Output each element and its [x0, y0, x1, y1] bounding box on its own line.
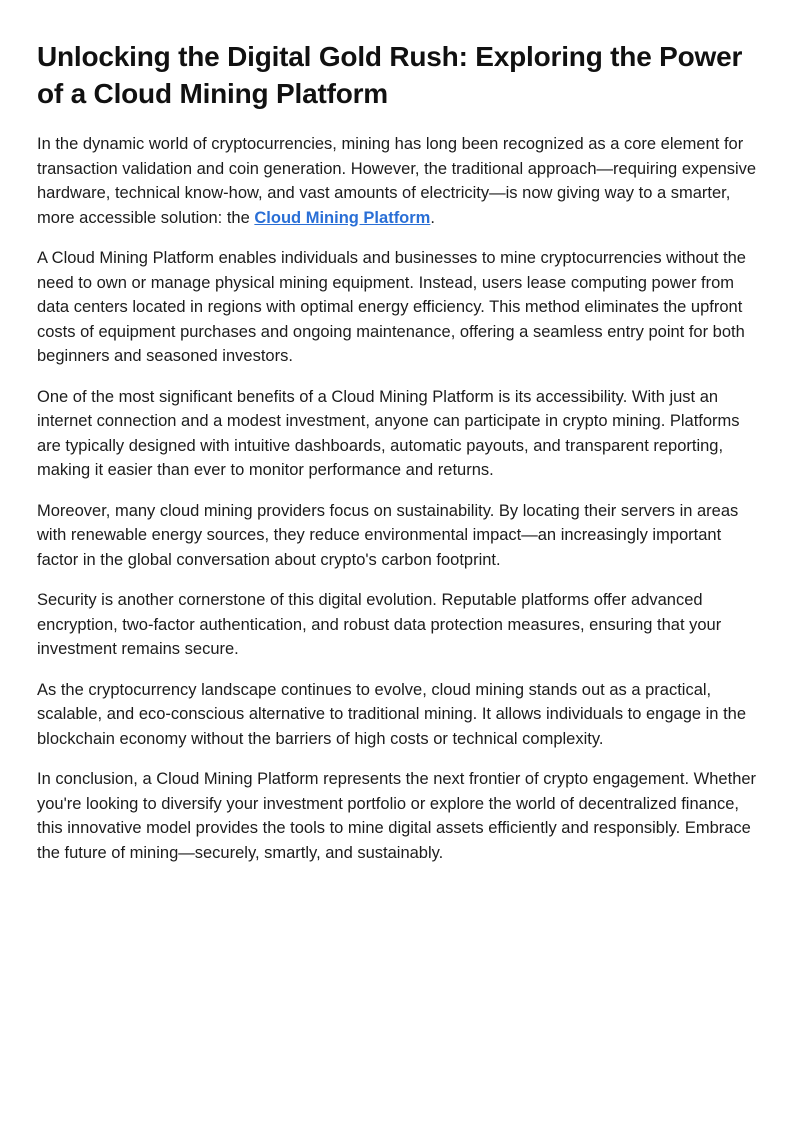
body-paragraph: As the cryptocurrency landscape continues to evolve, cloud mining stands out as a practical, scalable, and eco-conscious alternative to traditional mining. It allows individuals to engage in the blockchain economy without the barriers of high costs or technical complexity. — [37, 680, 747, 748]
cloud-mining-platform-link[interactable]: Cloud Mining Platform — [254, 208, 431, 227]
intro-text-end: . — [430, 208, 435, 227]
intro-paragraph — [37, 132, 758, 230]
intro-text: In the dynamic world of cryptocurrencies, mining has long been recognized as a core element for transaction validation and coin generation. However, the traditional approach—requiring expensive hardware, technical know-how, and vast amounts of electricity—is now giving way to a smarter, more accessible solution: the — [37, 135, 757, 227]
body-paragraph: One of the most significant benefits of a Cloud Mining Platform is its accessibility. With just an internet connection and a modest investment, anyone can participate in crypto mining. Platforms are typically designed with intuitive dashboards, automatic payouts, and transparent reporting, making it easier than ever to monitor performance and returns. — [37, 387, 740, 479]
body-paragraph: A Cloud Mining Platform enables individuals and businesses to mine cryptocurrencies without the need to own or manage physical mining equipment. Instead, users lease computing power from data centers located in regions with optimal energy efficiency. This method eliminates the upfront costs of equipment purchases and ongoing maintenance, offering a seamless entry point for both beginners and seasoned investors. — [37, 249, 746, 365]
body-paragraph: Security is another cornerstone of this digital evolution. Reputable platforms offer advanced encryption, two-factor authentication, and robust data protection measures, ensuring that your investment remains secure. — [37, 591, 722, 658]
conclusion-paragraph: In conclusion, a Cloud Mining Platform represents the next frontier of crypto engagement. Whether you're looking to diversify your investment portfolio or explore the world of decentralized finance, this innovative model provides the tools to mine digital assets efficiently and responsibly. Embrace the future of mining—securely, smartly, and sustainably. — [37, 770, 757, 862]
body-paragraph: Moreover, many cloud mining providers focus on sustainability. By locating their servers in areas with renewable energy sources, they reduce environmental impact—an increasingly important factor in the global conversation about crypto's carbon footprint. — [37, 501, 739, 569]
article-title: Unlocking the Digital Gold Rush: Exploring the Power of a Cloud Mining Platform — [37, 41, 743, 109]
